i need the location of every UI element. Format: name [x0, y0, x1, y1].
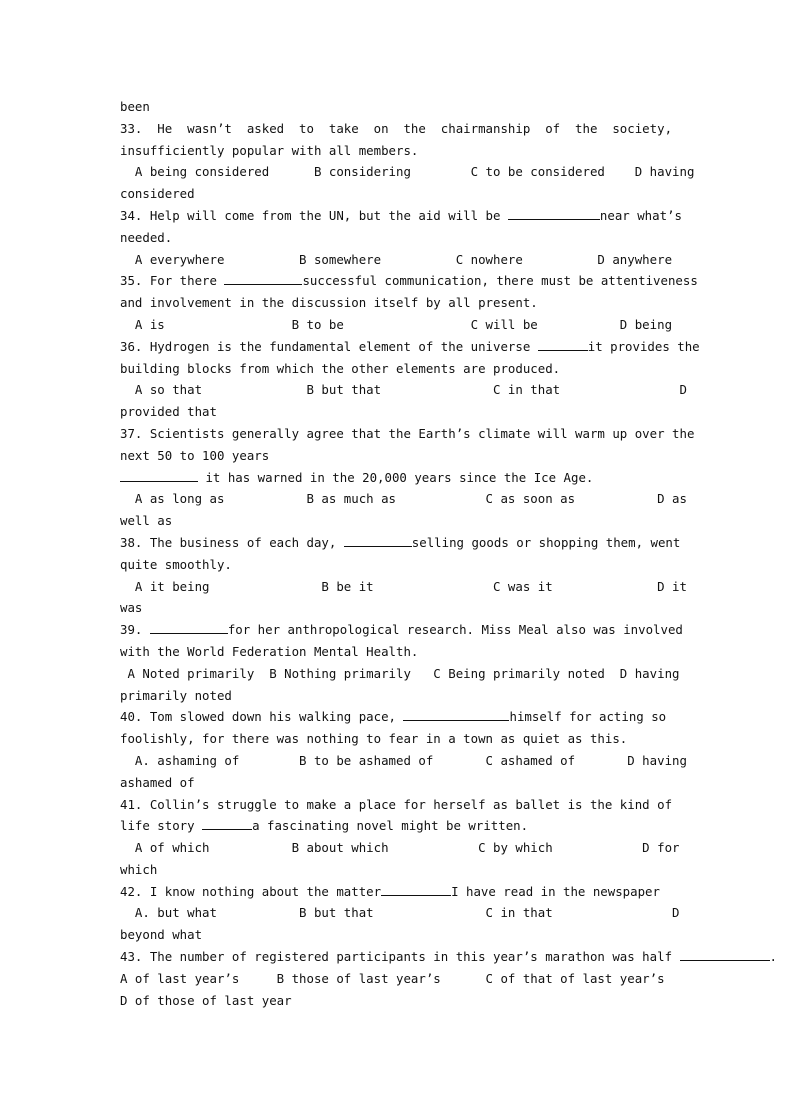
question-37-options-cont: well as: [120, 513, 173, 529]
question-34-text-a: 34. Help will come from the UN, but the aid will be: [120, 207, 508, 223]
question-43-text-b: .: [769, 949, 777, 965]
question-41-stem-cont: [120, 815, 672, 837]
question-37-stem-cont: next 50 to 100 years: [120, 447, 270, 463]
question-40-options: A. ashaming of B to be ashamed of C ashamed of D having: [120, 752, 687, 768]
question-36-text-a: 36. Hydrogen is the fundamental element of the universe: [120, 338, 538, 354]
question-36-text-b: it provides the: [587, 338, 700, 354]
question-38-text-a: 38. The business of each day,: [120, 534, 344, 550]
question-43-options-cont: D of those of last year: [120, 992, 292, 1008]
question-39-options-cont: primarily noted: [120, 687, 232, 703]
answer-blank: [381, 881, 451, 896]
question-34-stem: [120, 205, 682, 227]
answer-blank: [344, 532, 412, 547]
answer-blank: [150, 619, 228, 634]
question-40-stem-cont: foolishly, for there was nothing to fear in a town as quiet as this.: [120, 731, 628, 747]
question-38-stem-cont: quite smoothly.: [120, 556, 232, 572]
question-38-stem: [120, 532, 681, 554]
question-40-text-b: himself for acting so: [509, 709, 667, 725]
question-36-options-cont: provided that: [120, 404, 217, 420]
question-40-stem: [120, 706, 672, 728]
question-37-text-b: it has warned in the 20,000 years since the Ice Age.: [198, 469, 594, 485]
question-33-options-cont: considered: [120, 186, 195, 202]
question-35-text-b: successful communication, there must be attentiveness: [302, 273, 698, 289]
answer-blank: [403, 706, 509, 721]
question-42-text-a: 42. I know nothing about the matter: [120, 883, 382, 899]
question-42-text-b: I have read in the newspaper: [451, 883, 660, 899]
answer-blank: [224, 270, 302, 285]
text-line: been: [120, 99, 150, 114]
question-40-options-cont: ashamed of: [120, 774, 195, 790]
question-35-text-a: 35. For there: [120, 273, 225, 289]
question-38-options-cont: was: [120, 600, 143, 616]
question-39-options: A Noted primarily B Nothing primarily C Being primarily noted D having: [120, 665, 680, 681]
question-43-options: A of last year’s B those of last year’s C of that of last year’s: [120, 970, 665, 986]
question-39-text-a: 39.: [120, 622, 150, 638]
question-39-text-b: for her anthropological research. Miss Meal also was involved: [227, 622, 683, 638]
question-35-options: A is B to be C will be D being: [120, 316, 673, 332]
question-41-options-cont: which: [120, 861, 158, 877]
question-39-stem: [120, 619, 683, 641]
question-39-stem-cont: with the World Federation Mental Health.: [120, 643, 419, 659]
question-37-options: A as long as B as much as C as soon as D as: [120, 491, 687, 507]
question-43-text-a: 43. The number of registered participants in this year’s marathon was half: [120, 949, 680, 965]
question-40-text-a: 40. Tom slowed down his walking pace,: [120, 709, 404, 725]
question-41-text-b: a fascinating novel might be written.: [252, 818, 529, 834]
question-34-stem-cont: needed.: [120, 229, 173, 245]
question-37-stem: 37. Scientists generally agree that the Earth’s climate will warm up over the: [120, 425, 695, 441]
answer-blank: [202, 815, 252, 830]
answer-blank: [508, 205, 600, 220]
answer-blank: [120, 467, 198, 482]
question-36-stem-cont: building blocks from which the other elements are produced.: [120, 360, 561, 376]
question-33-stem-cont: insufficiently popular with all members.: [120, 142, 419, 158]
question-33-stem: 33. He wasn’t asked to take on the chairmanship of the society,: [120, 120, 673, 136]
answer-blank: [680, 946, 770, 961]
question-41-options: A of which B about which C by which D for: [120, 840, 680, 856]
question-33-options: A being considered B considering C to be considered D having: [120, 164, 695, 180]
question-36-stem: [120, 336, 700, 358]
question-35-stem-cont: and involvement in the discussion itself by all present.: [120, 295, 538, 311]
question-38-options: A it being B be it C was it D it: [120, 578, 687, 594]
question-43-stem: [120, 946, 777, 968]
document-page: [120, 96, 777, 1011]
question-42-options-cont: beyond what: [120, 927, 203, 943]
question-34-text-b: near what’s: [599, 207, 682, 223]
question-36-options: A so that B but that C in that D: [120, 382, 687, 398]
question-35-stem: [120, 270, 698, 292]
question-34-options: A everywhere B somewhere C nowhere D anywhere: [120, 251, 673, 267]
answer-blank: [538, 336, 588, 351]
question-38-text-b: selling goods or shopping them, went: [411, 534, 681, 550]
question-42-options: A. but what B but that C in that D: [120, 905, 680, 921]
question-41-stem: 41. Collin’s struggle to make a place for herself as ballet is the kind of: [120, 796, 673, 812]
question-41-text-a: life story: [120, 818, 203, 834]
question-42-stem: [120, 881, 672, 903]
question-37-stem-cont-2: [120, 467, 672, 489]
